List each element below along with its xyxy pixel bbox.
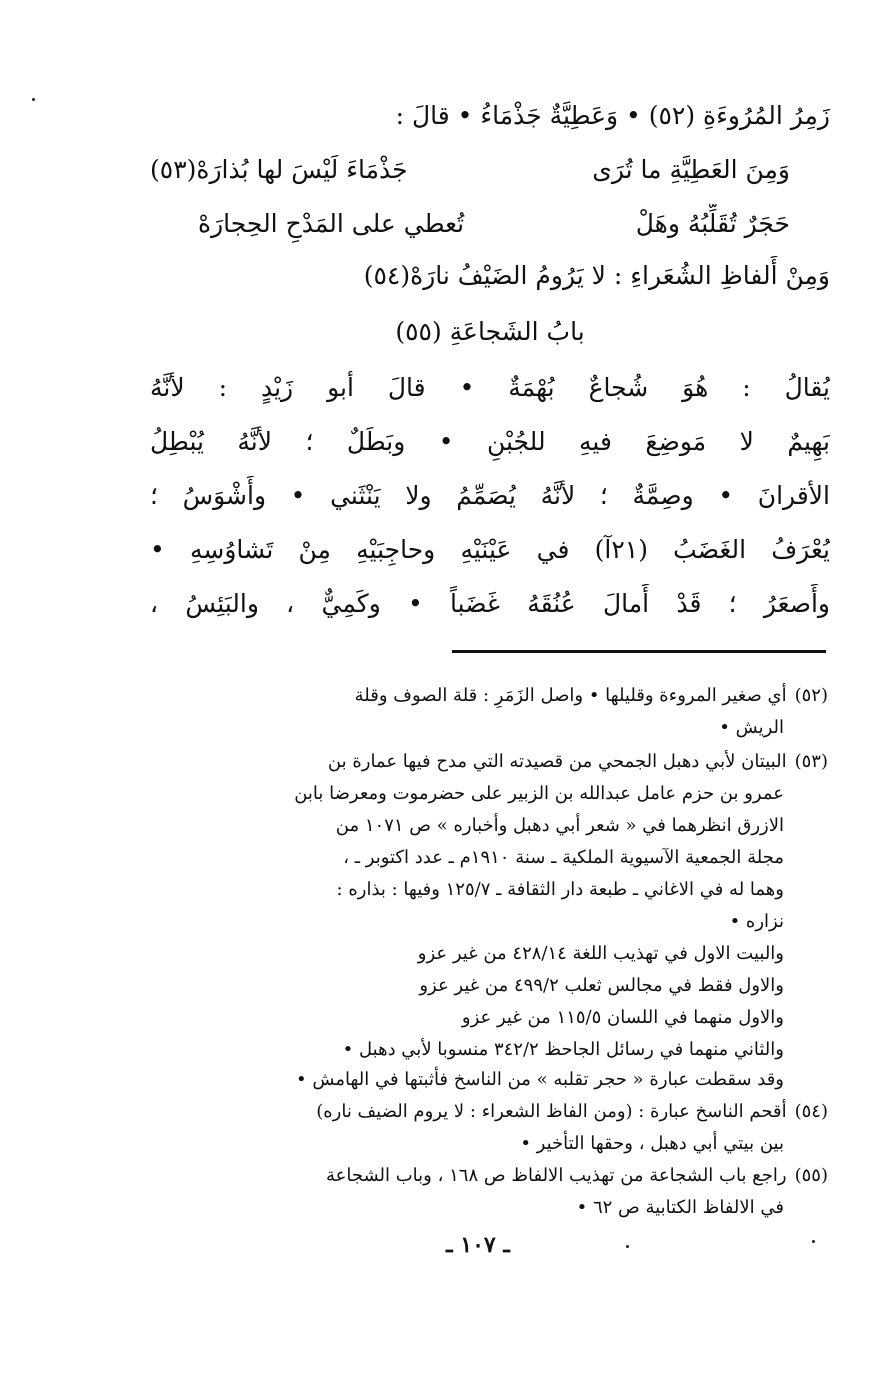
verse-hemistich: تُعطي على المَدْحِ الحِجارَهْ [198,209,465,238]
footnote-line: مجلة الجمعية الآسيوية الملكية ـ سنة ١٩١٠م ـ عدد اكتوبر ـ ، [343,847,784,868]
footnote-text: راجع باب الشجاعة من تهذيب الالفاظ ص ١٦٨ ، وباب الشجاعة [325,1165,787,1186]
footnote-line: نزاره • [729,911,784,932]
text-line: وَمِنْ أَلفاظِ الشُعَراءِ : لا يَرُومُ الضَيْفُ نارَهْ(٥٤) [363,261,830,290]
footnote-line: بين بيتي أبي دهبل ، وحقها التأخير • [520,1133,784,1154]
footnote-number: (٥٣) [794,751,828,772]
footnote-separator [452,650,826,653]
footnote-subline: والاول منهما في اللسان ١١٥/٥ من غير عزو [461,1007,784,1028]
paragraph-line: يُقالُ : هُوَ شُجاعٌ بُهْمَةٌ • قالَ أبو زَيْدٍ : لأنَّهُ [150,373,830,402]
footnote-number: (٥٥) [794,1165,828,1186]
stray-dot [812,1240,815,1243]
verse-line [150,204,830,248]
footnote-number: (٥٢) [794,685,828,706]
footnote-text: البيتان لأبي دهبل الجمحي من قصيدته التي مدح فيها عمارة بن [327,751,787,772]
footnote-subline: وقد سقطت عبارة « حجر تقلبه » من الناسخ فأثبتها في الهامش • [296,1069,784,1090]
footnote-text: أي صغير المروءة وقليلها • واصل الزَمَرِ : قلة الصوف وقلة [354,685,787,706]
footnote-line [178,1162,828,1192]
footnote-subline: والبيت الاول في تهذيب اللغة ٤٢٨/١٤ من غير عزو [417,943,784,964]
footnote-text: أقحم الناسخ عبارة : (ومن الفاظ الشعراء : لا يروم الضيف ناره) [316,1101,787,1122]
footnote-line: الريش • [719,717,784,738]
footnote-number: (٥٤) [794,1101,828,1122]
footnote-line [178,1098,828,1128]
footnote-subline: والثاني منهما في رسائل الجاحظ ٣٤٢/٢ منسوبا لأبي دهبل • [342,1039,784,1060]
paragraph-line: وأَصعَرُ ؛ قَدْ أَمالَ عُنُقَهُ غَضَباً • وكَمِيٌّ ، والبَئِسُ ، [150,589,830,618]
footnote-line: عمرو بن حزم عامل عبدالله بن الزبير على حضرموت ومعرضا بابن [294,783,784,804]
footnote-line [178,682,828,712]
verse-hemistich: حَجَرٌ تُقَلِّبُهُ وهَلْ [635,209,790,238]
text-line: زَمِرُ المُرُوءَةِ (٥٢) • وَعَطِيَّةٌ جَذْمَاءُ • قالَ : [395,101,830,130]
page-number: ـ ١٠٧ ـ [446,1232,510,1258]
stray-dot [32,98,35,101]
paragraph-line: يُعْرَفُ الغَضَبُ (٢١آ) في عَيْنَيْهِ وحاجِبَيْهِ مِنْ تَشاوُسِهِ • [150,535,830,564]
verse-line [150,150,830,194]
paragraph-line: بَهِيمٌ لا مَوضِعَ فيهِ للجُبْنِ • وبَطَلٌ ؛ لأنَّهُ يُبْطِلُ [150,427,830,456]
stray-dot [626,1245,629,1248]
footnote-line: في الالفاظ الكتابية ص ٦٢ • [576,1197,784,1218]
footnote-line [178,748,828,778]
footnote-line: وهما له في الاغاني ـ طبعة دار الثقافة ـ ١٢٥/٧ وفيها : بذاره : [336,879,784,900]
footnote-line: الازرق انظرهما في « شعر أبي دهبل وأخباره » ص ١٠٧١ من [335,815,784,836]
paragraph-line: الأقرانَ • وصِمَّةٌ ؛ لأنَّهُ يُصَمِّمُ ولا يَنْثَني • وأَشْوَسُ ؛ [150,481,830,510]
verse-hemistich: جَذْمَاءَ لَيْسَ لها بُذارَهْ(٥٣) [150,155,408,184]
footnote-subline: والاول فقط في مجالس ثعلب ٤٩٩/٢ من غير عزو [419,975,784,996]
section-heading: بابُ الشَجاعَةِ (٥٥) [395,317,585,346]
verse-hemistich: وَمِنَ العَطِيَّةِ ما تُرَى [592,155,790,184]
